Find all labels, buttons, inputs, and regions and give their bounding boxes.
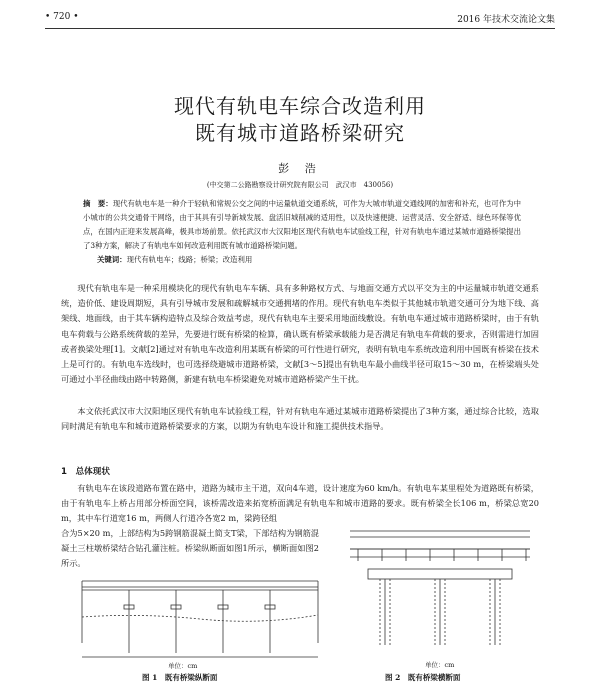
intro-paragraph-2: 本文依托武汉市大汉阳地区现代有轨电车试验线工程，针对有轨电车通过某城市道路桥梁提出了3种方案，通过综合比较，选取同时满足有轨电车和城市道路桥梁要求的方案，以期为有轨电车设计和施工提供技术指导。 [61, 406, 539, 432]
abstract-text: 现代有轨电车是一种介于轻轨和常规公交之间的中运量轨道交通系统，可作为大城市轨道交通线网的加密和补充，也可作为中小城市的公共交通骨干网络，由于其具有引导新城发展、盘活旧城削减的适用性，以及快速便捷、运营灵活、安全舒适、绿色环保等优点，在国内正迎来发展高峰，极具市场前景。依托武汉市大汉阳地区现代有轨电车试验线工程，针对有轨电车通过某城市道路桥梁提出了3种方案，解决了有轨电车如何改造利用既有城市道路桥梁问题。 [83, 199, 521, 250]
abstract [83, 197, 521, 253]
figure2-cross-section [340, 527, 540, 667]
keywords [97, 254, 252, 265]
abstract-label: 摘 要： [83, 199, 113, 208]
paper-title-line2: 既有城市道路桥梁研究 [195, 121, 405, 145]
figure1-longitudinal-section [80, 573, 320, 665]
journal-name: 2016 年技术交流论文集 [457, 15, 555, 25]
paper-title-line1: 现代有轨电车综合改造利用 [174, 94, 426, 118]
intro-paragraph-1: 现代有轨电车是一种采用模块化的现代有轨电车车辆、具有多种路权方式、与地面交通方式以平交为主的中运量城市轨道交通系统，造价低、建设周期短，具有引导城市发展和疏解城市交通拥堵的作用。现代有轨电车类似于其他城市轨道交通可分为地下线、高架线、地面线，由于其车辆构造特点及综合效益考虑，现代有轨电车主要采用地面线敷设。有轨电车通过城市道路桥梁时，由于有轨电车荷载与公路系统荷载的差异，先要进行既有桥梁的检算，确认既有桥梁承载能力是否满足有轨电车荷载的要求，否则需进行加固或者换梁处理[1]。文献[2]通过对有轨电车改造利用某既有桥梁的可行性进行研究，表明有轨电车系统改造利用中国既有桥梁在技术上是可行的。有轨电车选线时，也可选择绕避城市道路桥梁，文献[3～5]提出有轨电车最小曲线半径可取15～30 m，在桥梁端头处可通过小半径曲线由路中转路侧，新建有轨电车桥梁避免对城市道路桥梁产生干扰。 [61, 283, 539, 385]
section-paragraph: 有轨电车在该段道路布置在路中，道路为城市主干道，双向4车道，设计速度为60 km/h。有轨电车某里程处为道路既有桥梁，由于有轨电车上桥占用部分桥面空间，该桥需改造来拓宽桥面满足有轨电车和城市道路的要求。既有桥梁全长106 m，桥梁总宽20 m，其中车行道宽16 m，两侧人行道冷各宽2 m，梁跨径组 [61, 483, 539, 524]
section-paragraph-narrow: 合为5×20 m，上部结构为5跨钢筋混凝土简支T梁，下部结构为钢筋混凝土三柱墩桥梁结合钻孔灌注桩。桥梁纵断面如图1所示，横断面如图2所示。 [61, 528, 319, 569]
figure2-unit: 单位：cm [425, 661, 455, 669]
header-rule [45, 28, 555, 29]
author: 彭 浩 [278, 162, 322, 175]
page-header [0, 0, 600, 30]
page-number: • 720 • [45, 12, 79, 22]
keywords-label: 关键词： [97, 255, 127, 264]
keywords-text: 现代有轨电车；线路；桥梁；改造利用 [126, 255, 253, 264]
figure1-caption: 图 1 既有桥梁纵断面 [142, 673, 218, 682]
section-heading: 1 总体现状 [61, 467, 110, 477]
figure1-unit: 单位：cm [168, 662, 198, 670]
figure2-caption: 图 2 既有桥梁横断面 [385, 673, 461, 682]
affiliation: (中交第二公路勘察设计研究院有限公司 武汉市 430056) [206, 181, 394, 189]
